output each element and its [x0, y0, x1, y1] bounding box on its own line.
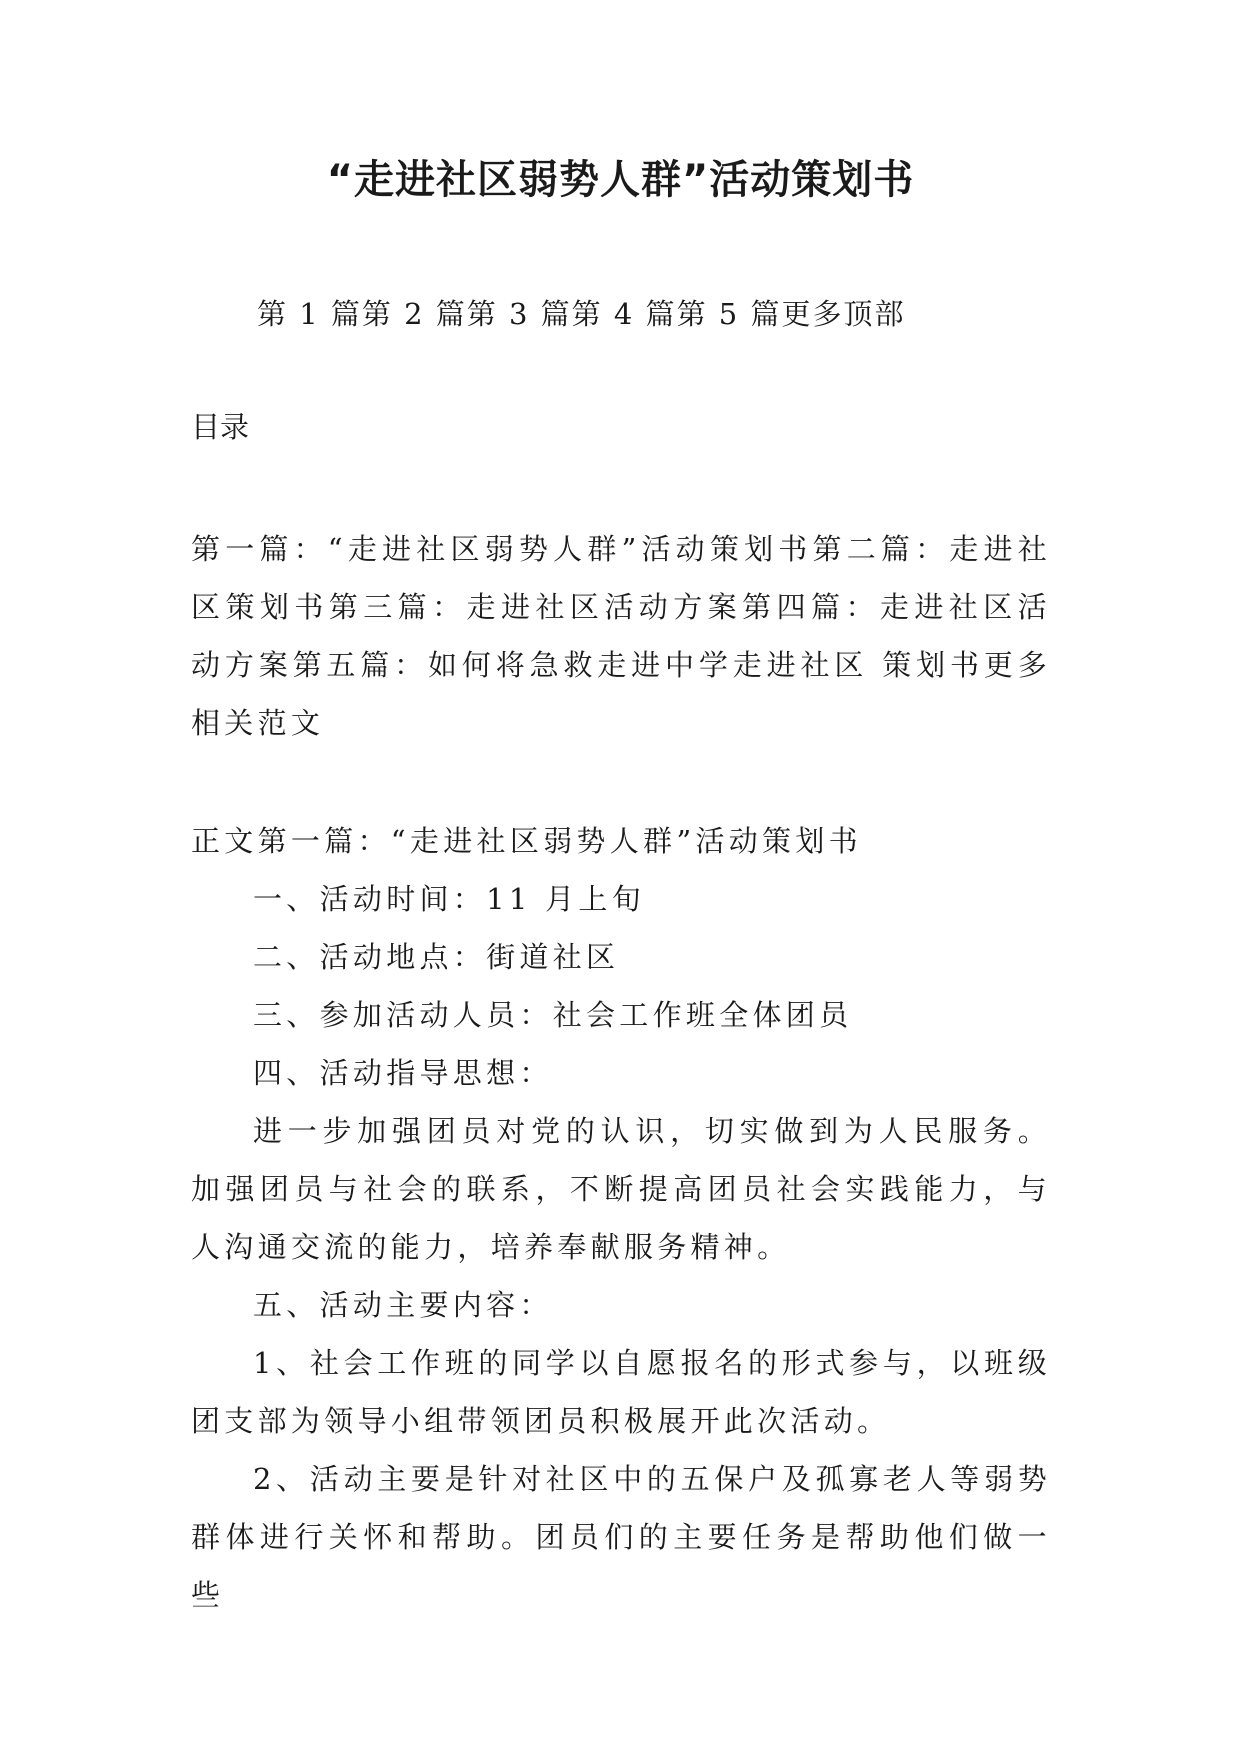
nav-link-article-4[interactable]: 第 4 篇 — [571, 297, 677, 331]
paragraph-participants: 三、参加活动人员：社会工作班全体团员 — [253, 998, 853, 1032]
paragraph-guiding-heading: 四、活动指导思想： — [253, 1056, 553, 1090]
nav-link-article-1[interactable]: 第 1 篇 — [257, 297, 362, 331]
document-title: “走进社区弱势人群”活动策划书 — [326, 157, 915, 203]
content-heading: 正文第一篇：“走进社区弱势人群”活动策划书 — [191, 824, 862, 858]
toc-heading: 目录 — [191, 410, 250, 444]
main-content — [191, 812, 1051, 1624]
paragraph-activity-time: 一、活动时间：11 月上旬 — [253, 882, 646, 916]
nav-link-top[interactable]: 顶部 — [843, 297, 906, 331]
nav-link-article-2[interactable]: 第 2 篇 — [361, 297, 467, 331]
nav-link-more[interactable]: 更多 — [781, 297, 844, 331]
nav-link-article-3[interactable]: 第 3 篇 — [466, 297, 572, 331]
paragraph-item-2: 2、活动主要是针对社区中的五保户及孤寡老人等弱势群体进行关怀和帮助。团员们的主要任务是帮助他们做一些 — [191, 1462, 1051, 1612]
paragraph-content-heading: 五、活动主要内容： — [253, 1288, 553, 1322]
article-navigation — [257, 292, 905, 336]
paragraph-item-1: 1、社会工作班的同学以自愿报名的形式参与，以班级团支部为领导小组带领团员积极展开此次活动。 — [191, 1346, 1051, 1438]
toc-list[interactable]: 第一篇：“走进社区弱势人群”活动策划书第二篇：走进社区策划书第三篇：走进社区活动方案第四篇：走进社区活动方案第五篇：如何将急救走进中学走进社区 策划书更多相关范文 — [191, 532, 1051, 740]
paragraph-guiding-body: 进一步加强团员对党的认识，切实做到为人民服务。加强团员与社会的联系，不断提高团员社会实践能力，与人沟通交流的能力，培养奉献服务精神。 — [191, 1114, 1051, 1264]
paragraph-activity-location: 二、活动地点：街道社区 — [253, 940, 620, 974]
nav-link-article-5[interactable]: 第 5 篇 — [676, 297, 782, 331]
